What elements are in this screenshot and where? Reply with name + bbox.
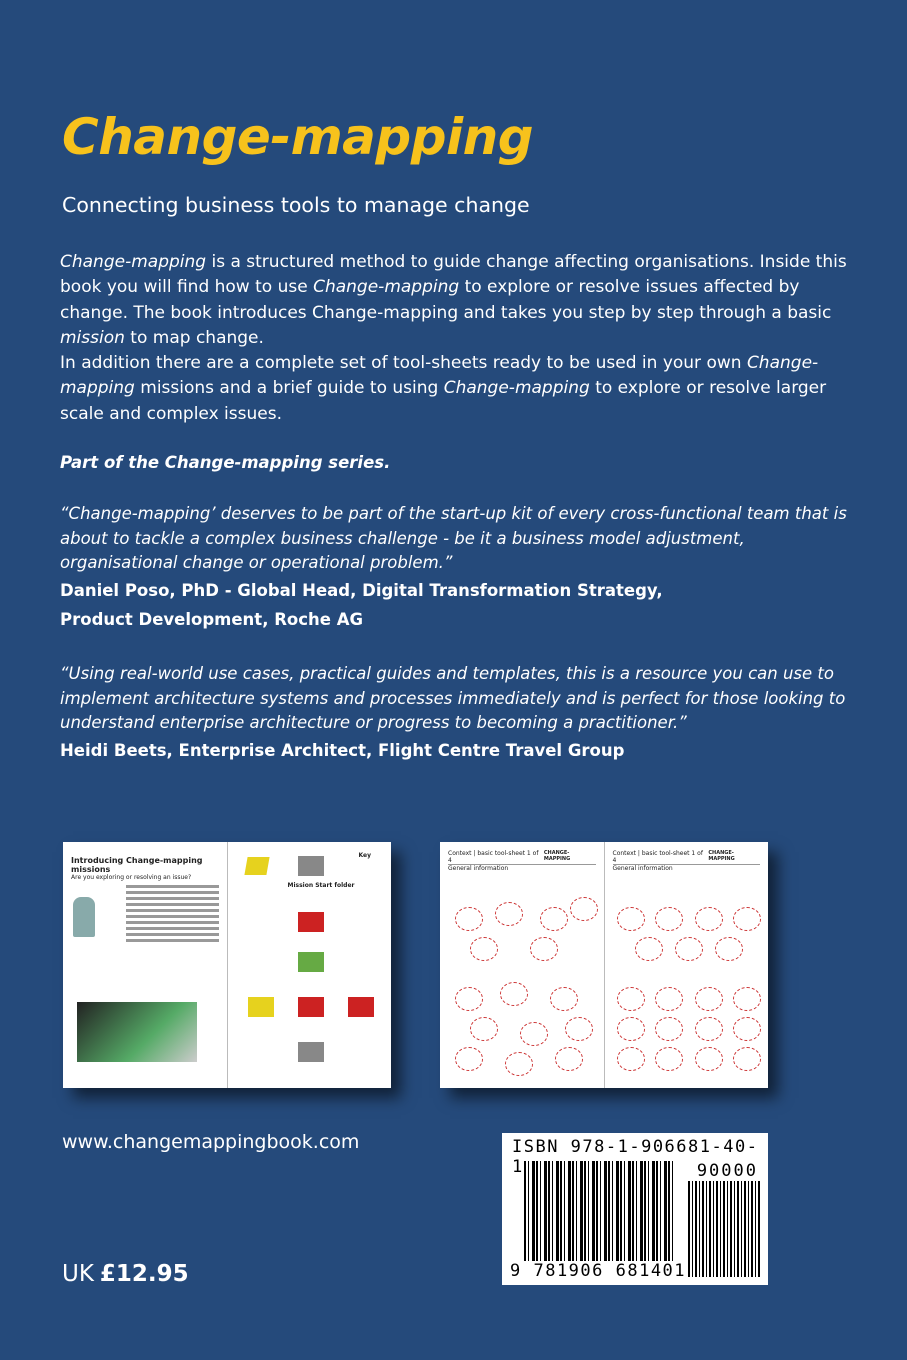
testimonial: [60, 502, 860, 634]
mind-map-bubble: [635, 937, 663, 961]
quote-attribution: Daniel Poso, PhD - Global Head, Digital Transformation Strategy,: [60, 580, 663, 600]
blurb-text: to explore or resolve larger scale and complex issues.: [60, 378, 827, 424]
folder-icon: [298, 997, 324, 1017]
mind-map-bubble: [470, 1017, 498, 1041]
thumb-header: [613, 850, 761, 865]
person-image: [73, 897, 95, 937]
thumb-heading: Introducing Change-mapping missions: [71, 856, 203, 874]
thumb-section: General information: [448, 865, 509, 872]
mind-map-bubble: [733, 1047, 761, 1071]
folder-icon: [298, 952, 324, 972]
thumb-heading: Context | basic tool-sheet 1 of 4: [448, 850, 539, 864]
mind-map-bubble: [655, 987, 683, 1011]
thumb-heading: Context | basic tool-sheet 1 of 4: [612, 850, 703, 864]
mind-map-bubble: [733, 987, 761, 1011]
mind-map-bubble: [530, 937, 558, 961]
text-lines-placeholder: [126, 885, 219, 942]
mind-map-bubble: [505, 1052, 533, 1076]
mind-map-bubble: [695, 987, 723, 1011]
exhibit-image: [77, 1002, 197, 1062]
brand-logo: CHANGE-MAPPING: [543, 850, 571, 862]
series-note: Part of the Change-mapping series.: [60, 453, 391, 472]
price: [62, 1261, 189, 1287]
blurb-text: Change-mapping: [313, 277, 460, 298]
blurb-text: missions and a brief guide to using: [134, 378, 444, 399]
brand-logo: CHANGE-MAPPING: [708, 850, 735, 862]
mind-map-bubble: [455, 1047, 483, 1071]
mind-map-bubble: [570, 897, 598, 921]
mind-map-bubble: [455, 907, 483, 931]
blurb-text: to explore or resolve issues affected by change. The book introduces Change-mapping and takes you step by step through a basic: [60, 277, 832, 323]
mind-map-bubble: [565, 1017, 593, 1041]
thumb-page: [440, 842, 604, 1088]
barcode-bars: [524, 1161, 674, 1277]
thumb-page: [63, 842, 227, 1088]
mind-map-bubble: [655, 1047, 683, 1071]
mind-map-bubble: [540, 907, 568, 931]
isbn-text: ISBN 978-1-906681-40-1: [512, 1137, 759, 1177]
quote-attribution: Product Development, Roche AG: [60, 609, 364, 629]
note-icon: [244, 857, 269, 875]
barcode-digits: 9 781906 681401: [510, 1261, 687, 1281]
quote-text: “Using real-world use cases, practical guides and templates, this is a resource you can use to implement architecture systems and processes immediately and is perfect for those looking to understand enterprise architecture or progress to becoming a practitioner.”: [60, 664, 846, 732]
mind-map-bubble: [655, 1017, 683, 1041]
mind-map-bubble: [695, 907, 723, 931]
barcode-addon: 90000: [696, 1161, 758, 1181]
folder-icon: [298, 856, 324, 876]
book-subtitle: Connecting business tools to manage change: [62, 193, 530, 217]
blurb-paragraph-1: [60, 250, 860, 351]
mind-map-bubble: [555, 1047, 583, 1071]
blurb-text: is a structured method to guide change affecting organisations. Inside this book you will find how to use: [60, 252, 847, 298]
book-title: Change-mapping: [62, 108, 534, 166]
mind-map-bubble: [455, 987, 483, 1011]
folder-icon: [248, 997, 274, 1017]
mind-map-bubble: [655, 907, 683, 931]
mind-map-bubble: [500, 982, 528, 1006]
folder-icon: [298, 912, 324, 932]
mind-map-bubble: [617, 1047, 645, 1071]
folder-label: Mission Start folder: [287, 882, 355, 889]
mind-map-bubble: [733, 907, 761, 931]
key-label: Key: [358, 852, 371, 859]
sample-page-mission-intro: [63, 842, 391, 1088]
mind-map-bubble: [617, 987, 645, 1011]
isbn-barcode: [502, 1133, 768, 1285]
mind-map-bubble: [695, 1017, 723, 1041]
thumb-page: [604, 842, 769, 1088]
blurb-paragraph-2: [60, 351, 860, 427]
mind-map-bubble: [675, 937, 703, 961]
blurb-text: Change-mapping: [443, 378, 590, 399]
blurb-text: In addition there are a complete set of tool-sheets ready to be used in your own: [60, 353, 747, 374]
testimonial: [60, 662, 860, 765]
mind-map-bubble: [520, 1022, 548, 1046]
sample-page-tool-sheet: [440, 842, 768, 1088]
thumb-page: [227, 842, 392, 1088]
folder-icon: [298, 1042, 324, 1062]
thumb-section: General information: [612, 865, 673, 872]
mind-map-bubble: [470, 937, 498, 961]
blurb-text: Change-mapping: [60, 252, 207, 272]
thumb-subheading: Are you exploring or resolving an issue?: [71, 874, 192, 881]
mind-map-bubble: [495, 902, 523, 926]
blurb-text: to map change.: [124, 327, 264, 348]
quote-text: “Change-mapping’ deserves to be part of the start-up kit of every cross-functional team that is about to tackle a complex business challenge - be it a business model adjustment, organisational change or operational problem.”: [60, 504, 847, 572]
mind-map-bubble: [550, 987, 578, 1011]
barcode-addon-bars: [688, 1181, 760, 1277]
mind-map-bubble: [617, 1017, 645, 1041]
blurb-text: mission: [60, 327, 125, 348]
folder-icon: [348, 997, 374, 1017]
website-url: www.changemappingbook.com: [62, 1131, 360, 1153]
mind-map-bubble: [715, 937, 743, 961]
blurb: [60, 250, 860, 427]
mind-map-bubble: [695, 1047, 723, 1071]
thumb-header: [448, 850, 596, 865]
blurb-text: Change-mapping: [60, 353, 819, 399]
mind-map-bubble: [617, 907, 645, 931]
quote-attribution: Heidi Beets, Enterprise Architect, Flight Centre Travel Group: [60, 740, 625, 760]
mind-map-bubble: [733, 1017, 761, 1041]
price-amount: £12.95: [99, 1261, 189, 1287]
price-region: UK: [62, 1261, 94, 1287]
